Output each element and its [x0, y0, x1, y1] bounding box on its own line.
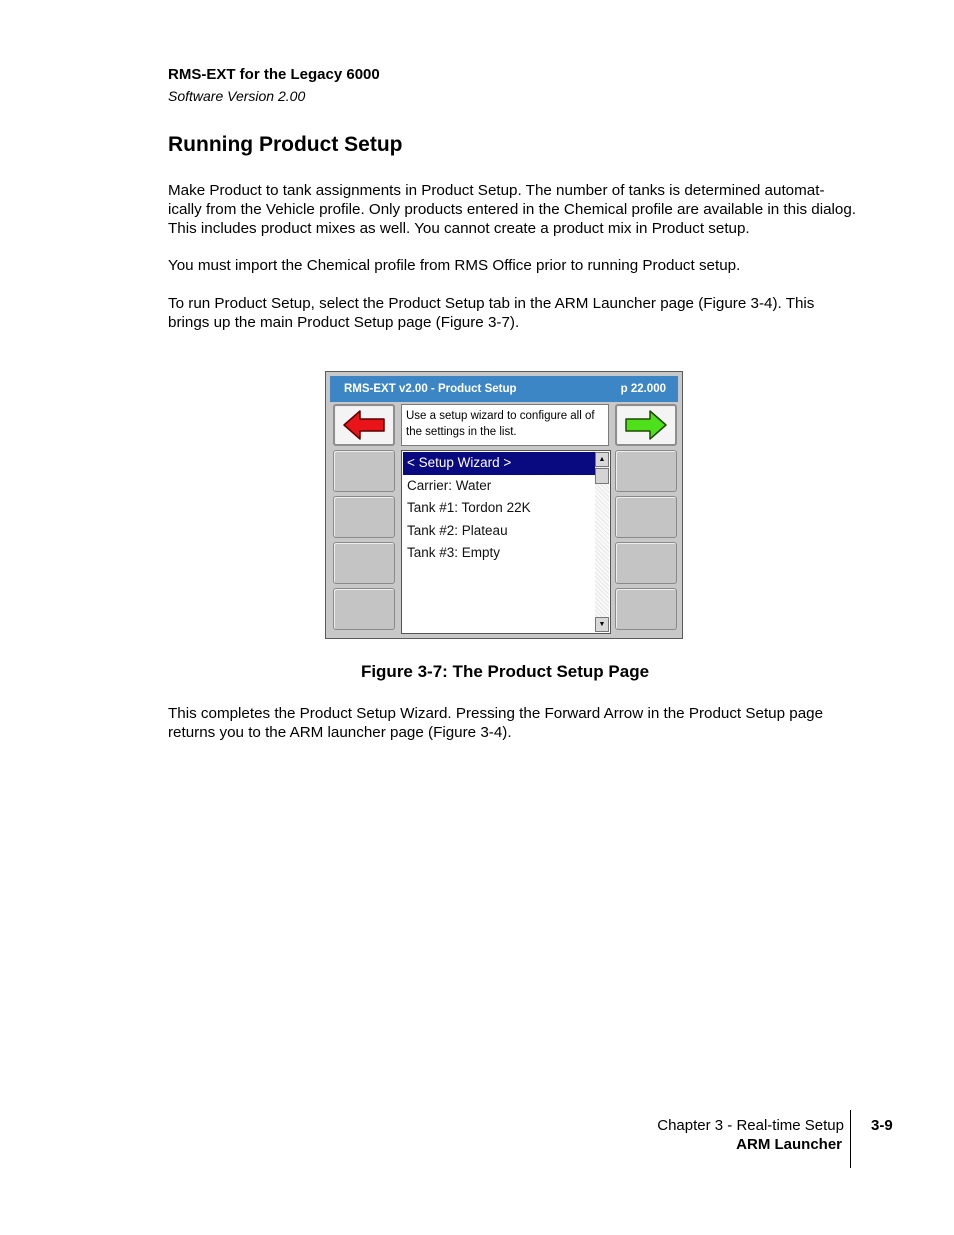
hint-text: Use a setup wizard to configure all of the settings in the list. [401, 404, 609, 446]
left-softkey-2[interactable] [333, 496, 395, 538]
scroll-up-icon[interactable]: ▲ [595, 452, 609, 467]
back-arrow-icon [342, 409, 386, 441]
list-item-tank-2[interactable]: Tank #2: Plateau [407, 522, 508, 538]
back-arrow-button[interactable] [333, 404, 395, 446]
forward-arrow-icon [624, 409, 668, 441]
section-title: Running Product Setup [168, 133, 403, 156]
screen-title: RMS-EXT v2.00 - Product Setup [344, 383, 517, 395]
paragraph-1: Make Product to tank assignments in Product Setup. The number of tanks is determined automat-ically from the Vehicle profile. Only products entered in the Chemical profile are available in this dialog. This includes product mixes as well. You cannot create a product mix in Product setup. [168, 182, 857, 237]
running-header-subtitle: Software Version 2.00 [168, 88, 306, 104]
screen-titlebar [330, 376, 678, 402]
list-item-tank-1[interactable]: Tank #1: Tordon 22K [407, 500, 531, 515]
page-number: 3-9 [871, 1117, 893, 1134]
left-softkey-1[interactable] [333, 450, 395, 492]
footer-section: ARM Launcher [736, 1136, 842, 1153]
scroll-down-icon[interactable]: ▼ [595, 617, 609, 632]
settings-list[interactable] [401, 450, 611, 634]
list-scrollbar[interactable] [595, 452, 609, 632]
footer-chapter: Chapter 3 - Real-time Setup [657, 1117, 844, 1134]
paragraph-3: To run Product Setup, select the Product Setup tab in the ARM Launcher page (Figure 3-4). This brings up the main Product Setup page (Figure 3-7). [168, 295, 815, 331]
list-item-tank-3[interactable]: Tank #3: Empty [407, 545, 501, 560]
left-softkey-4[interactable] [333, 588, 395, 630]
list-item-carrier[interactable]: Carrier: Water [407, 477, 492, 493]
list-item-setup-wizard[interactable]: < Setup Wizard > [403, 452, 595, 475]
running-header-title: RMS-EXT for the Legacy 6000 [168, 66, 380, 83]
right-softkey-4[interactable] [615, 588, 677, 630]
paragraph-2: You must import the Chemical profile from RMS Office prior to running Product setup. [168, 257, 741, 274]
page-indicator: p 22.000 [620, 383, 666, 395]
right-softkey-3[interactable] [615, 542, 677, 584]
forward-arrow-button[interactable] [615, 404, 677, 446]
paragraph-4: This completes the Product Setup Wizard. Pressing the Forward Arrow in the Product Setup page returns you to the ARM launcher page (Figure 3-4). [168, 705, 824, 741]
left-softkey-3[interactable] [333, 542, 395, 584]
figure-caption: Figure 3-7: The Product Setup Page [360, 662, 650, 681]
right-softkey-2[interactable] [615, 496, 677, 538]
right-softkey-1[interactable] [615, 450, 677, 492]
scroll-thumb[interactable] [595, 468, 609, 484]
footer-divider [850, 1110, 851, 1168]
product-setup-screenshot [325, 371, 683, 639]
